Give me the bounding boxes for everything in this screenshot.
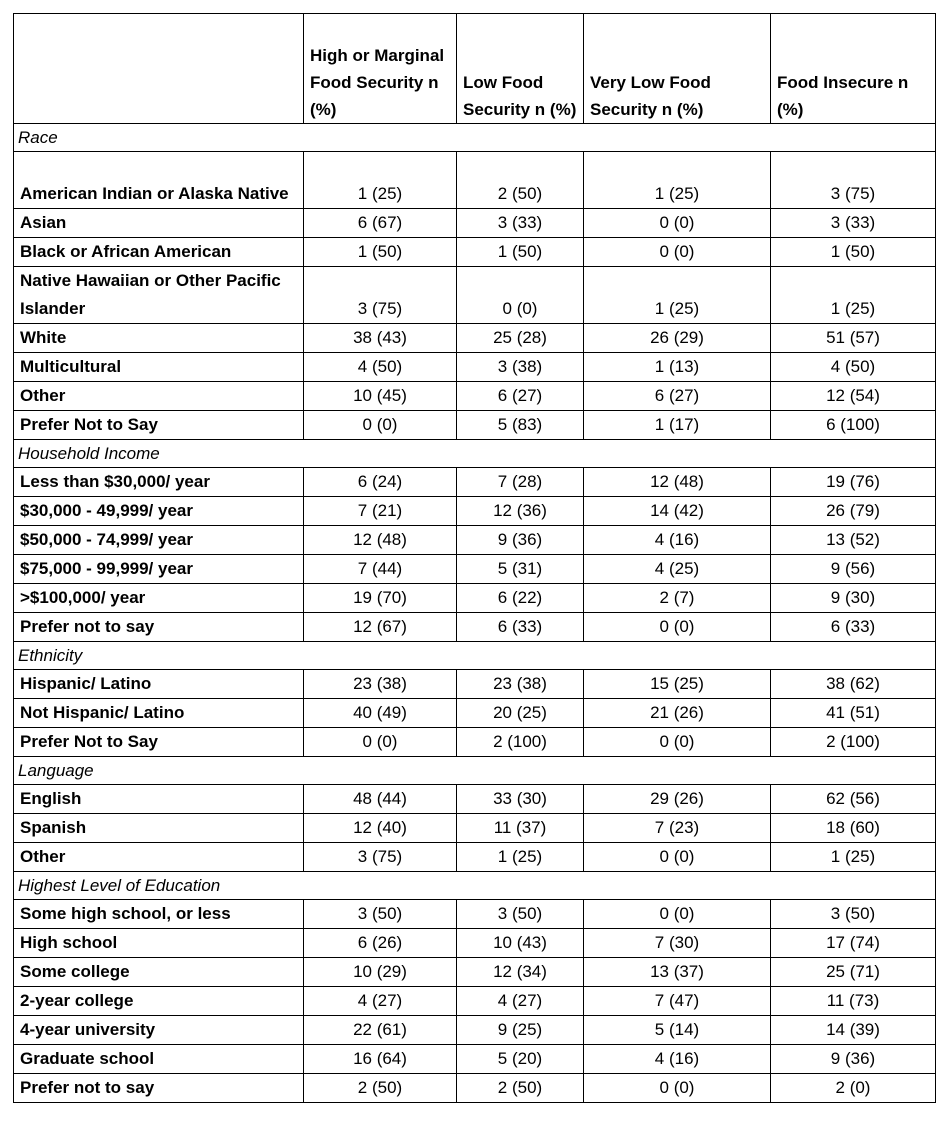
cell-insecure-value: 9 (36) — [771, 1045, 936, 1074]
cell-high-marginal-value: 4 (50) — [304, 353, 457, 382]
cell-insecure-value: 6 (33) — [771, 613, 936, 642]
cell-high-marginal-value: 3 (50) — [304, 900, 457, 929]
cell-insecure-value: 12 (54) — [771, 382, 936, 411]
table-row — [14, 843, 936, 872]
cell-low-value: 5 (83) — [457, 411, 584, 440]
row-label: Graduate school — [14, 1045, 304, 1074]
cell-low-value: 12 (34) — [457, 958, 584, 987]
table-row — [14, 152, 936, 209]
cell-insecure-value: 1 (25) — [771, 843, 936, 872]
cell-very-low-value: 14 (42) — [584, 497, 771, 526]
cell-very-low-value: 1 (25) — [584, 152, 771, 209]
cell-high-marginal-value: 10 (45) — [304, 382, 457, 411]
cell-high-marginal-value: 12 (48) — [304, 526, 457, 555]
cell-very-low-value: 0 (0) — [584, 900, 771, 929]
cell-very-low-value: 1 (13) — [584, 353, 771, 382]
row-label: White — [14, 324, 304, 353]
cell-high-marginal-value: 6 (26) — [304, 929, 457, 958]
cell-very-low-value: 21 (26) — [584, 699, 771, 728]
section-title: Highest Level of Education — [14, 872, 936, 900]
header-row — [14, 14, 936, 124]
cell-high-marginal-value: 3 (75) — [304, 843, 457, 872]
row-label: $50,000 - 74,999/ year — [14, 526, 304, 555]
cell-low-value: 3 (33) — [457, 209, 584, 238]
cell-high-marginal-value: 48 (44) — [304, 785, 457, 814]
cell-low-value: 6 (22) — [457, 584, 584, 613]
header-high-marginal-food-security: High or Marginal Food Security n (%) — [304, 14, 457, 124]
table-row — [14, 324, 936, 353]
header-corner-cell — [14, 14, 304, 124]
row-label: American Indian or Alaska Native — [14, 152, 304, 209]
cell-insecure-value: 3 (33) — [771, 209, 936, 238]
section-row — [14, 440, 936, 468]
cell-very-low-value: 4 (25) — [584, 555, 771, 584]
row-label: 2-year college — [14, 987, 304, 1016]
cell-low-value: 12 (36) — [457, 497, 584, 526]
cell-very-low-value: 29 (26) — [584, 785, 771, 814]
row-label: Some high school, or less — [14, 900, 304, 929]
table-row — [14, 1074, 936, 1103]
cell-insecure-value: 1 (50) — [771, 238, 936, 267]
cell-low-value: 20 (25) — [457, 699, 584, 728]
cell-low-value: 2 (50) — [457, 152, 584, 209]
cell-very-low-value: 5 (14) — [584, 1016, 771, 1045]
cell-low-value: 5 (20) — [457, 1045, 584, 1074]
cell-insecure-value: 3 (50) — [771, 900, 936, 929]
table-row — [14, 1016, 936, 1045]
cell-insecure-value: 1 (25) — [771, 267, 936, 324]
cell-very-low-value: 0 (0) — [584, 238, 771, 267]
section-row — [14, 642, 936, 670]
cell-high-marginal-value: 1 (25) — [304, 152, 457, 209]
cell-insecure-value: 14 (39) — [771, 1016, 936, 1045]
row-label: Prefer not to say — [14, 613, 304, 642]
table-row — [14, 987, 936, 1016]
cell-low-value: 2 (100) — [457, 728, 584, 757]
row-label: $30,000 - 49,999/ year — [14, 497, 304, 526]
cell-high-marginal-value: 6 (67) — [304, 209, 457, 238]
row-label: Other — [14, 382, 304, 411]
cell-low-value: 33 (30) — [457, 785, 584, 814]
section-row — [14, 124, 936, 152]
cell-high-marginal-value: 3 (75) — [304, 267, 457, 324]
row-label: Prefer not to say — [14, 1074, 304, 1103]
table-row — [14, 785, 936, 814]
cell-insecure-value: 4 (50) — [771, 353, 936, 382]
row-label: English — [14, 785, 304, 814]
cell-high-marginal-value: 7 (21) — [304, 497, 457, 526]
table-row — [14, 353, 936, 382]
cell-low-value: 4 (27) — [457, 987, 584, 1016]
cell-high-marginal-value: 12 (67) — [304, 613, 457, 642]
cell-very-low-value: 13 (37) — [584, 958, 771, 987]
section-title: Language — [14, 757, 936, 785]
cell-low-value: 6 (27) — [457, 382, 584, 411]
cell-high-marginal-value: 19 (70) — [304, 584, 457, 613]
row-label: Spanish — [14, 814, 304, 843]
cell-low-value: 2 (50) — [457, 1074, 584, 1103]
section-title: Household Income — [14, 440, 936, 468]
table-row — [14, 670, 936, 699]
cell-low-value: 1 (25) — [457, 843, 584, 872]
table-row — [14, 411, 936, 440]
cell-insecure-value: 26 (79) — [771, 497, 936, 526]
cell-low-value: 11 (37) — [457, 814, 584, 843]
cell-low-value: 3 (50) — [457, 900, 584, 929]
cell-high-marginal-value: 1 (50) — [304, 238, 457, 267]
cell-insecure-value: 25 (71) — [771, 958, 936, 987]
table-body — [14, 124, 936, 1103]
table-row — [14, 699, 936, 728]
cell-very-low-value: 4 (16) — [584, 526, 771, 555]
cell-insecure-value: 17 (74) — [771, 929, 936, 958]
cell-high-marginal-value: 16 (64) — [304, 1045, 457, 1074]
section-row — [14, 757, 936, 785]
cell-insecure-value: 9 (30) — [771, 584, 936, 613]
cell-high-marginal-value: 22 (61) — [304, 1016, 457, 1045]
cell-insecure-value: 2 (100) — [771, 728, 936, 757]
cell-insecure-value: 18 (60) — [771, 814, 936, 843]
cell-very-low-value: 12 (48) — [584, 468, 771, 497]
cell-insecure-value: 41 (51) — [771, 699, 936, 728]
row-label: Less than $30,000/ year — [14, 468, 304, 497]
cell-very-low-value: 26 (29) — [584, 324, 771, 353]
cell-high-marginal-value: 38 (43) — [304, 324, 457, 353]
cell-very-low-value: 0 (0) — [584, 843, 771, 872]
cell-high-marginal-value: 40 (49) — [304, 699, 457, 728]
cell-low-value: 7 (28) — [457, 468, 584, 497]
row-label: 4-year university — [14, 1016, 304, 1045]
cell-very-low-value: 1 (25) — [584, 267, 771, 324]
cell-low-value: 25 (28) — [457, 324, 584, 353]
cell-very-low-value: 7 (30) — [584, 929, 771, 958]
row-label: $75,000 - 99,999/ year — [14, 555, 304, 584]
section-title: Race — [14, 124, 936, 152]
table-row — [14, 900, 936, 929]
cell-high-marginal-value: 23 (38) — [304, 670, 457, 699]
cell-high-marginal-value: 6 (24) — [304, 468, 457, 497]
table-row — [14, 526, 936, 555]
cell-very-low-value: 0 (0) — [584, 613, 771, 642]
row-label: >$100,000/ year — [14, 584, 304, 613]
row-label: Some college — [14, 958, 304, 987]
cell-very-low-value: 7 (23) — [584, 814, 771, 843]
table-row — [14, 728, 936, 757]
table-row — [14, 929, 936, 958]
cell-very-low-value: 0 (0) — [584, 209, 771, 238]
header-food-insecure: Food Insecure n (%) — [771, 14, 936, 124]
table-row — [14, 613, 936, 642]
cell-high-marginal-value: 12 (40) — [304, 814, 457, 843]
section-title: Ethnicity — [14, 642, 936, 670]
cell-low-value: 6 (33) — [457, 613, 584, 642]
cell-very-low-value: 0 (0) — [584, 1074, 771, 1103]
row-label: Native Hawaiian or Other Pacific Islander — [14, 267, 304, 324]
row-label: Other — [14, 843, 304, 872]
food-security-table — [13, 13, 936, 1103]
cell-low-value: 0 (0) — [457, 267, 584, 324]
cell-high-marginal-value: 10 (29) — [304, 958, 457, 987]
cell-insecure-value: 62 (56) — [771, 785, 936, 814]
table-row — [14, 497, 936, 526]
row-label: Asian — [14, 209, 304, 238]
table-row — [14, 468, 936, 497]
cell-very-low-value: 15 (25) — [584, 670, 771, 699]
cell-low-value: 5 (31) — [457, 555, 584, 584]
row-label: Not Hispanic/ Latino — [14, 699, 304, 728]
section-row — [14, 872, 936, 900]
cell-high-marginal-value: 0 (0) — [304, 411, 457, 440]
cell-insecure-value: 2 (0) — [771, 1074, 936, 1103]
cell-insecure-value: 38 (62) — [771, 670, 936, 699]
cell-insecure-value: 9 (56) — [771, 555, 936, 584]
cell-low-value: 9 (36) — [457, 526, 584, 555]
table-row — [14, 1045, 936, 1074]
cell-very-low-value: 1 (17) — [584, 411, 771, 440]
cell-low-value: 10 (43) — [457, 929, 584, 958]
row-label: High school — [14, 929, 304, 958]
row-label: Black or African American — [14, 238, 304, 267]
cell-insecure-value: 19 (76) — [771, 468, 936, 497]
cell-insecure-value: 3 (75) — [771, 152, 936, 209]
cell-low-value: 9 (25) — [457, 1016, 584, 1045]
cell-very-low-value: 4 (16) — [584, 1045, 771, 1074]
table-row — [14, 209, 936, 238]
cell-insecure-value: 11 (73) — [771, 987, 936, 1016]
row-label: Prefer Not to Say — [14, 411, 304, 440]
cell-low-value: 3 (38) — [457, 353, 584, 382]
header-low-food-security: Low Food Security n (%) — [457, 14, 584, 124]
cell-very-low-value: 7 (47) — [584, 987, 771, 1016]
table-row — [14, 814, 936, 843]
table-row — [14, 555, 936, 584]
table-row — [14, 958, 936, 987]
cell-insecure-value: 51 (57) — [771, 324, 936, 353]
row-label: Prefer Not to Say — [14, 728, 304, 757]
cell-high-marginal-value: 0 (0) — [304, 728, 457, 757]
cell-very-low-value: 2 (7) — [584, 584, 771, 613]
cell-low-value: 1 (50) — [457, 238, 584, 267]
cell-insecure-value: 13 (52) — [771, 526, 936, 555]
table-row — [14, 238, 936, 267]
cell-low-value: 23 (38) — [457, 670, 584, 699]
table-row — [14, 584, 936, 613]
cell-very-low-value: 0 (0) — [584, 728, 771, 757]
row-label: Hispanic/ Latino — [14, 670, 304, 699]
table-row — [14, 382, 936, 411]
cell-insecure-value: 6 (100) — [771, 411, 936, 440]
cell-high-marginal-value: 7 (44) — [304, 555, 457, 584]
row-label: Multicultural — [14, 353, 304, 382]
cell-very-low-value: 6 (27) — [584, 382, 771, 411]
cell-high-marginal-value: 2 (50) — [304, 1074, 457, 1103]
table-row — [14, 267, 936, 324]
cell-high-marginal-value: 4 (27) — [304, 987, 457, 1016]
header-very-low-food-security: Very Low Food Security n (%) — [584, 14, 771, 124]
